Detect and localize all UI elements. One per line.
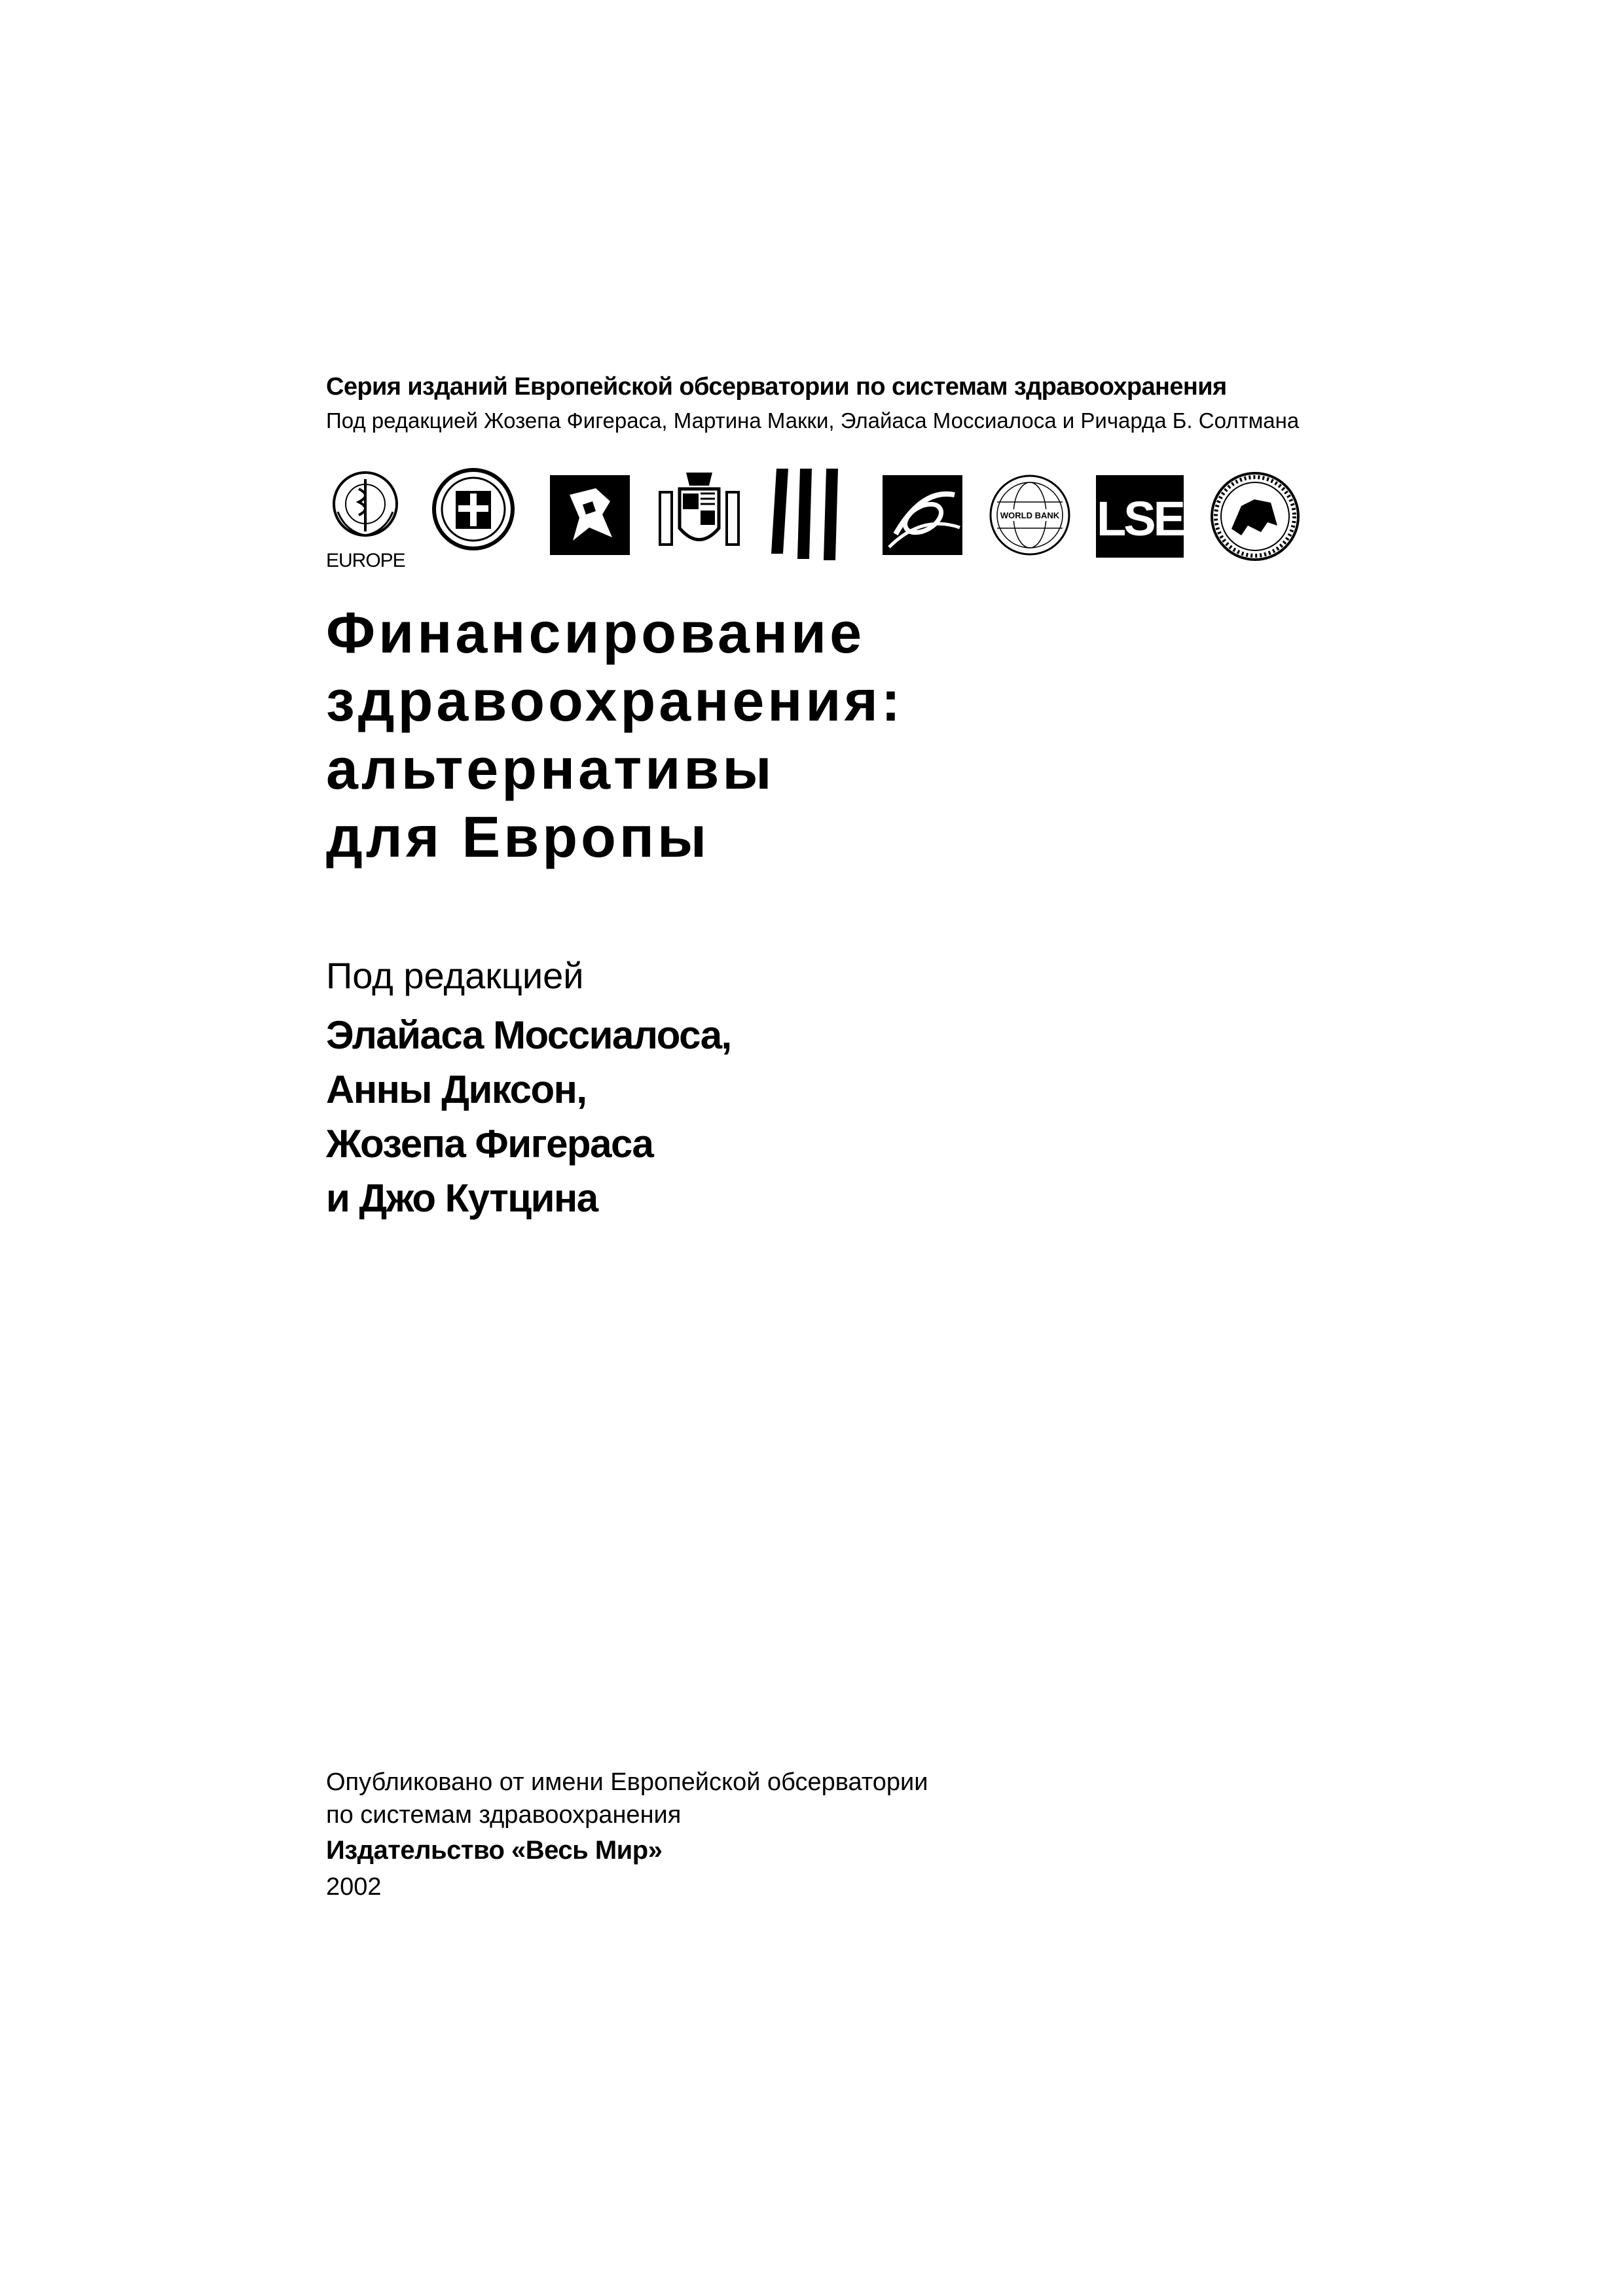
osi-logo: [883, 475, 962, 555]
book-title-line: для Европы: [326, 804, 710, 869]
book-title-line: здравоохранения:: [326, 668, 904, 733]
eib-logo: [771, 469, 843, 560]
book-title-line: Финансирование: [326, 600, 866, 665]
world-bank-logo: [987, 473, 1072, 558]
lse-text: LSE: [1097, 492, 1183, 546]
editor-name: Жозепа Фигераса: [326, 1122, 653, 1166]
lshtm-logo: [1209, 470, 1302, 563]
publication-note-line1: Опубликовано от имени Европейской обсерватории: [326, 1768, 928, 1796]
editor-name: Элайаса Моссиалоса,: [326, 1013, 731, 1057]
book-title: [326, 599, 903, 871]
editors-list: [326, 1008, 731, 1225]
editor-name: и Джо Кутцина: [326, 1176, 598, 1220]
greece-emblem-logo: [431, 466, 516, 558]
series-editors: Под редакцией Жозепа Фигераса, Мартина Макки, Элайаса Моссиалоса и Ричарда Б. Солтмана: [326, 408, 1300, 433]
edited-by-label: Под редакцией: [326, 955, 584, 996]
series-title: Серия изданий Европейской обсерватории по системам здравоохранения: [326, 373, 1227, 401]
publication-year: 2002: [326, 1873, 382, 1901]
partner-logos: [326, 466, 1308, 571]
norway-coat-of-arms-logo: [550, 475, 630, 555]
spain-coat-of-arms-logo: [653, 466, 745, 558]
editor-name: Анны Диксон,: [326, 1067, 587, 1111]
who-europe-logo: [326, 466, 411, 571]
world-bank-text: WORLD BANK: [1000, 511, 1060, 520]
publisher-name: Издательство «Весь Мир»: [326, 1836, 663, 1865]
who-europe-text: EUROPE: [326, 550, 405, 571]
publication-note-line2: по системам здравоохранения: [326, 1801, 682, 1829]
lse-logo: [1096, 475, 1184, 558]
book-title-line: альтернативы: [326, 736, 775, 801]
